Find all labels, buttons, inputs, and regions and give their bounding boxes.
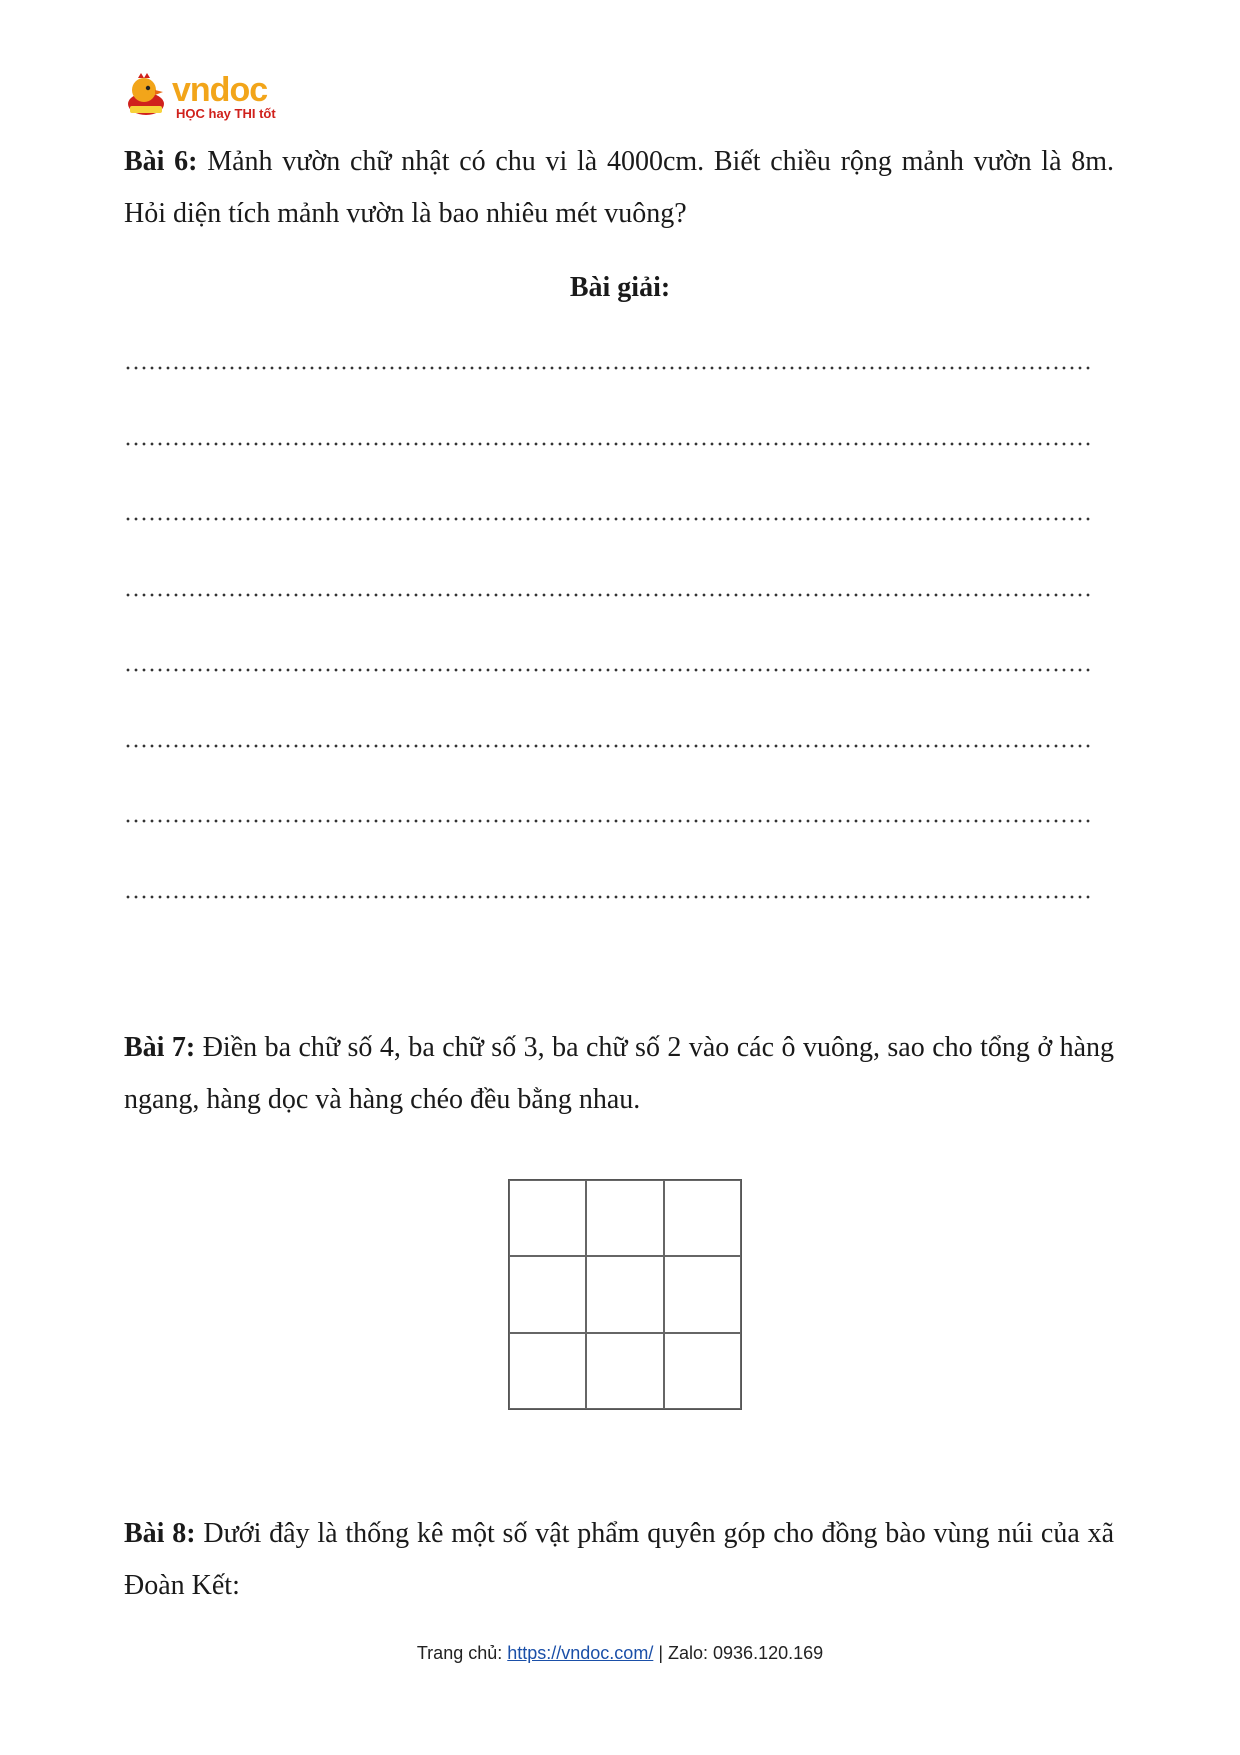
footer-prefix: Trang chủ:: [416, 1643, 508, 1663]
magic-square-grid: [508, 1179, 742, 1410]
answer-line: [124, 366, 1094, 370]
exercise-7-label: Bài 7:: [124, 1032, 196, 1063]
chicken-mascot-icon: [124, 72, 172, 120]
exercise-6: [124, 136, 1114, 240]
solution-heading: Bài giải:: [569, 272, 671, 303]
exercise-8-text: Dưới đây là thống kê một số vật phẩm quyên góp cho đồng bào vùng núi của xã Đoàn Kết:: [124, 1518, 1114, 1601]
page-footer: [0, 1643, 1240, 1664]
exercise-7: [124, 1022, 1114, 1126]
grid-cell: [586, 1180, 663, 1256]
grid-cell: [509, 1333, 586, 1409]
grid-cell: [664, 1180, 741, 1256]
answer-line: [124, 442, 1094, 446]
exercise-7-text: Điền ba chữ số 4, ba chữ số 3, ba chữ số 2 vào các ô vuông, sao cho tổng ở hàng ngang, hàng dọc và hàng chéo đều bằng nhau.: [124, 1032, 1115, 1115]
grid-cell: [509, 1256, 586, 1332]
answer-line: [124, 517, 1094, 521]
answer-line: [124, 744, 1094, 748]
grid-cell: [664, 1333, 741, 1409]
footer-contact: | Zalo: 0936.120.169: [653, 1643, 824, 1663]
answer-line: [124, 668, 1094, 672]
exercise-8: [124, 1508, 1114, 1612]
logo-wordmark: vndoc: [172, 71, 268, 109]
grid-cell: [586, 1256, 663, 1332]
exercise-8-label: Bài 8:: [124, 1518, 196, 1549]
answer-line: [124, 593, 1094, 597]
answer-line: [124, 819, 1094, 823]
logo-slogan: HỌC hay THI tốt: [176, 106, 276, 121]
grid-cell: [586, 1333, 663, 1409]
vndoc-logo: [124, 70, 284, 126]
grid-cell: [664, 1256, 741, 1332]
grid-cell: [509, 1180, 586, 1256]
answer-line: [124, 895, 1094, 899]
homepage-link[interactable]: https://vndoc.com/: [507, 1643, 654, 1663]
exercise-6-text: Mảnh vườn chữ nhật có chu vi là 4000cm. Biết chiều rộng mảnh vườn là 8m. Hỏi diện tích mảnh vườn là bao nhiêu mét vuông?: [124, 146, 1114, 229]
exercise-6-label: Bài 6:: [124, 146, 198, 177]
